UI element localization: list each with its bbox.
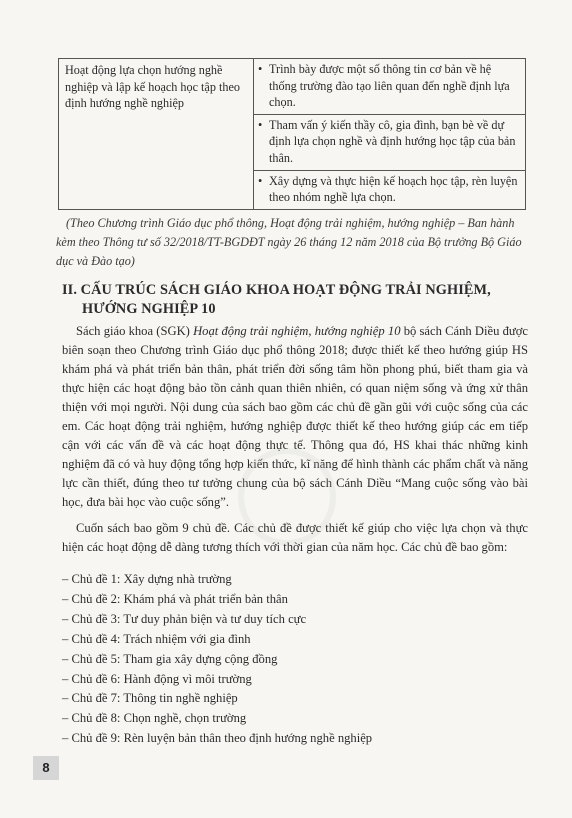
list-item: – Chủ đề 6: Hành động vì môi trường bbox=[62, 671, 252, 686]
activity-cell: Hoạt động lựa chọn hướng nghề nghiệp và lập kế hoạch học tập theo định hướng nghề nghiệp bbox=[59, 59, 254, 210]
list-item: – Chủ đề 8: Chọn nghề, chọn trường bbox=[62, 711, 247, 726]
requirement-text: Xây dựng và thực hiện kế hoạch học tập, rèn luyện theo nhóm nghề lựa chọn. bbox=[269, 173, 518, 205]
section-heading-line2: HƯỚNG NGHIỆP 10 bbox=[82, 301, 216, 317]
topic-list bbox=[62, 570, 372, 749]
requirements-table bbox=[58, 58, 526, 210]
source-citation: (Theo Chương trình Giáo dục phổ thông, Hoạt động trải nghiệm, hướng nghiệp – Ban hành kèm theo Thông tư số 32/2018/TT-BGDĐT ngày 26 tháng 12 năm 2018 của Bộ trưởng Bộ Giáo dục và Đào tạo) bbox=[56, 216, 522, 268]
bullet-icon: • bbox=[258, 62, 263, 76]
list-item: – Chủ đề 1: Xây dựng nhà trường bbox=[62, 572, 232, 586]
requirement-text: Trình bày được một số thông tin cơ bản về hệ thống trường đào tạo liên quan đến nghề định lựa chọn. bbox=[269, 62, 510, 110]
section-heading bbox=[62, 281, 532, 319]
book-title: Hoạt động trải nghiệm, hướng nghiệp 10 bbox=[193, 324, 401, 338]
list-item: – Chủ đề 9: Rèn luyện bản thân theo định hướng nghề nghiệp bbox=[62, 731, 373, 746]
table-row bbox=[59, 59, 526, 210]
list-item bbox=[254, 115, 525, 171]
list-item: – Chủ đề 3: Tư duy phản biện và tư duy tích cực bbox=[62, 611, 307, 626]
list-item: – Chủ đề 5: Tham gia xây dựng cộng đồng bbox=[62, 651, 278, 666]
list-item: – Chủ đề 2: Khám phá và phát triển bản thân bbox=[62, 591, 288, 606]
intro-lead: Sách giáo khoa (SGK) bbox=[76, 324, 194, 338]
requirements-cell bbox=[254, 59, 526, 210]
requirement-text: Tham vấn ý kiến thầy cô, gia đình, bạn bè về dự định lựa chọn nghề và định hướng học tập của bản thân. bbox=[269, 117, 516, 165]
bullet-icon: • bbox=[258, 173, 263, 188]
list-item: – Chủ đề 4: Trách nhiệm với gia đình bbox=[62, 631, 251, 646]
intro-body: bộ sách Cánh Diều được biên soạn theo Chương trình Giáo dục phổ thông 2018; được thiết kế theo hướng giúp HS khám phá và phát triển bản thân, phát triển đời sống tâm hồn phong phú, biết tham gia và thực hiện các hoạt động bảo tồn cảnh quan thiên nhiên, có quan niệm sống và ứng xử thân thiện với mọi người. Nội dung của sách bao gồm các chủ đề gần gũi với cuộc sống của các em. Các hoạt động trải nghiệm, hướng nghiệp được thiết kế theo hướng giúp các em tiếp cận với các vấn đề và các hoạt động thực tế. Thông qua đó, HS khai thác những kinh nghiệm đã có và huy động tổng hợp kiến thức, kĩ năng để hình thành các phẩm chất và năng lực cần thiết, đúng theo tư tưởng chung của bộ sách Cánh Diều “Mang cuộc sống vào bài học, đưa bài học vào cuộc sống”. bbox=[62, 324, 528, 509]
list-item bbox=[254, 59, 525, 115]
list-item: – Chủ đề 7: Thông tin nghề nghiệp bbox=[62, 691, 238, 706]
section-heading-line1: II. CẤU TRÚC SÁCH GIÁO KHOA HOẠT ĐỘNG TRẢI NGHIỆM, bbox=[62, 282, 491, 298]
page-number: 8 bbox=[33, 756, 59, 780]
bullet-icon: • bbox=[258, 117, 263, 132]
structure-paragraph: Cuốn sách bao gồm 9 chủ đề. Các chủ đề được thiết kế giúp cho việc lựa chọn và thực hiện các hoạt động dễ dàng tương thích với thời gian của năm học. Các chủ đề bao gồm: bbox=[62, 521, 528, 554]
list-item bbox=[254, 171, 525, 209]
